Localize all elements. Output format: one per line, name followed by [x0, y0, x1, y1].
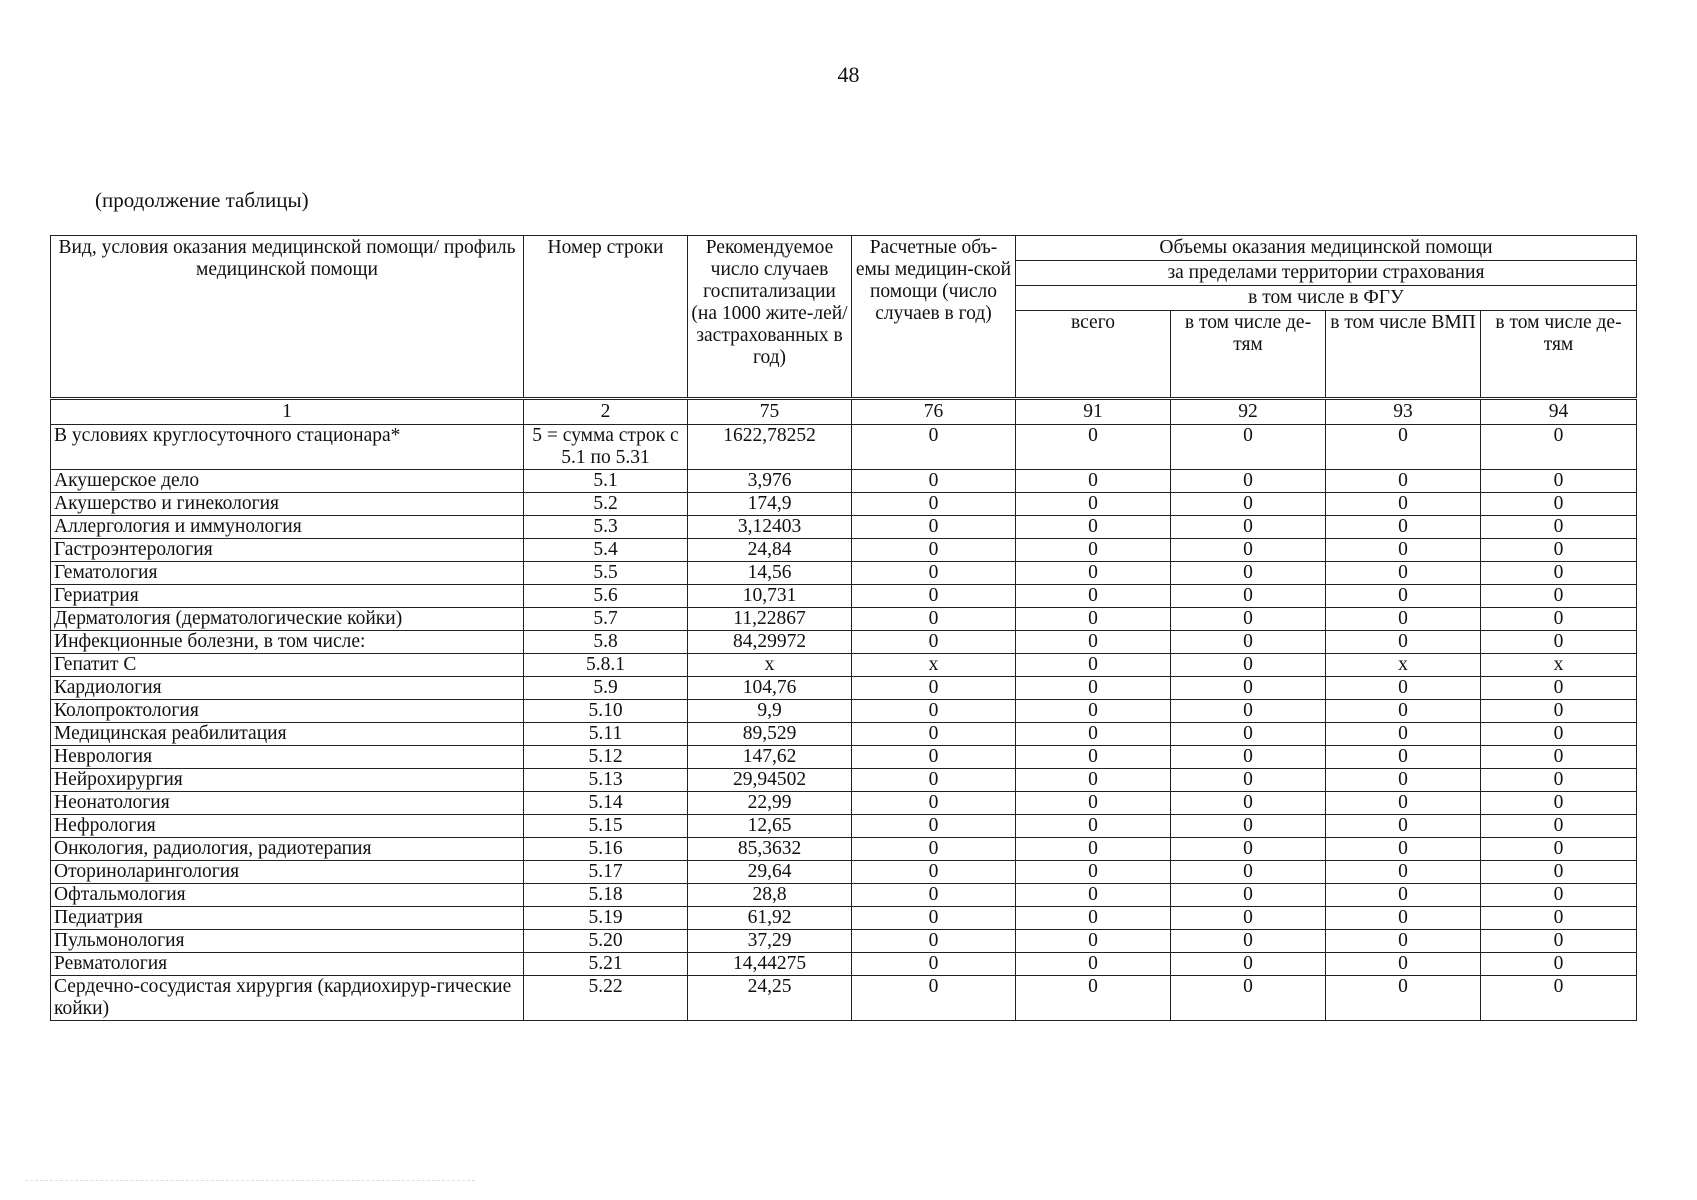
table-row [51, 677, 1637, 700]
row-value: 0 [1016, 608, 1171, 631]
row-value: 0 [1481, 930, 1637, 953]
row-value: 11,22867 [688, 608, 852, 631]
row-number: 5.7 [524, 608, 688, 631]
row-value: 0 [1481, 425, 1637, 470]
row-number: 5.15 [524, 815, 688, 838]
row-value: 0 [1016, 677, 1171, 700]
row-value: 0 [1016, 493, 1171, 516]
row-value: 0 [1171, 930, 1326, 953]
row-value: 14,56 [688, 562, 852, 585]
header-row-number: Номер строки [524, 236, 688, 399]
row-label: Дерматология (дерматологические койки) [51, 608, 524, 631]
row-value: 0 [1016, 838, 1171, 861]
row-value: 0 [1481, 746, 1637, 769]
row-label: Гастроэнтерология [51, 539, 524, 562]
row-value: 0 [852, 470, 1016, 493]
row-value: 0 [1481, 792, 1637, 815]
row-value: 0 [1326, 953, 1481, 976]
row-value: 24,84 [688, 539, 852, 562]
column-number: 2 [524, 399, 688, 425]
row-value: 0 [852, 976, 1016, 1021]
row-value: 0 [1016, 815, 1171, 838]
row-value: 0 [1171, 631, 1326, 654]
table-row [51, 769, 1637, 792]
row-value: 0 [1326, 608, 1481, 631]
row-number: 5.8 [524, 631, 688, 654]
table-row [51, 884, 1637, 907]
row-value: 0 [1016, 884, 1171, 907]
row-value: 0 [852, 792, 1016, 815]
row-value: 0 [1016, 539, 1171, 562]
row-value: 0 [1171, 425, 1326, 470]
table-row [51, 930, 1637, 953]
row-value: 0 [1481, 907, 1637, 930]
row-value: 0 [1481, 769, 1637, 792]
row-label: Аллергология и иммунология [51, 516, 524, 539]
row-value: 0 [1016, 425, 1171, 470]
row-value: 0 [1481, 815, 1637, 838]
table-row [51, 746, 1637, 769]
column-number: 93 [1326, 399, 1481, 425]
table-row [51, 792, 1637, 815]
row-number: 5.20 [524, 930, 688, 953]
row-value: 0 [852, 884, 1016, 907]
row-value: 0 [1016, 769, 1171, 792]
row-value: 0 [1326, 677, 1481, 700]
row-value: 0 [1326, 700, 1481, 723]
row-value: 0 [1171, 608, 1326, 631]
row-number: 5.5 [524, 562, 688, 585]
row-label: Инфекционные болезни, в том числе: [51, 631, 524, 654]
row-value: 0 [1016, 585, 1171, 608]
row-value: 89,529 [688, 723, 852, 746]
row-value: 0 [1326, 539, 1481, 562]
row-number: 5.17 [524, 861, 688, 884]
table-row [51, 861, 1637, 884]
row-label: Оториноларингология [51, 861, 524, 884]
row-value: 0 [1481, 470, 1637, 493]
row-value: 0 [1326, 930, 1481, 953]
row-value: 12,65 [688, 815, 852, 838]
row-label: Гематология [51, 562, 524, 585]
table-row [51, 425, 1637, 470]
row-value: 0 [1326, 769, 1481, 792]
table-row [51, 562, 1637, 585]
row-value: 61,92 [688, 907, 852, 930]
row-value: 0 [1481, 700, 1637, 723]
row-number: 5 = сумма строк с 5.1 по 5.31 [524, 425, 688, 470]
row-value: 0 [1016, 516, 1171, 539]
table-row [51, 493, 1637, 516]
header-group-3: в том числе в ФГУ [1016, 286, 1637, 311]
header-calculated: Расчетные объ-емы медицин-ской помощи (число случаев в год) [852, 236, 1016, 399]
column-number: 1 [51, 399, 524, 425]
row-value: 0 [1171, 700, 1326, 723]
row-label: Нефрология [51, 815, 524, 838]
row-number: 5.16 [524, 838, 688, 861]
column-number: 92 [1171, 399, 1326, 425]
table-row [51, 608, 1637, 631]
row-value: 0 [1326, 585, 1481, 608]
row-value: 0 [1171, 723, 1326, 746]
row-value: 0 [1326, 976, 1481, 1021]
row-value: 0 [852, 585, 1016, 608]
row-number: 5.19 [524, 907, 688, 930]
row-number: 5.18 [524, 884, 688, 907]
row-value: 0 [852, 562, 1016, 585]
header-row-1 [51, 236, 1637, 261]
header-group-2: за пределами территории страхования [1016, 261, 1637, 286]
row-value: 0 [1171, 907, 1326, 930]
table-row [51, 631, 1637, 654]
row-value: 0 [1016, 953, 1171, 976]
row-value: 0 [1481, 723, 1637, 746]
row-number: 5.9 [524, 677, 688, 700]
row-value: 84,29972 [688, 631, 852, 654]
row-number: 5.12 [524, 746, 688, 769]
row-value: х [1481, 654, 1637, 677]
table-row [51, 723, 1637, 746]
row-value: 28,8 [688, 884, 852, 907]
row-label: Онкология, радиология, радиотерапия [51, 838, 524, 861]
column-number: 76 [852, 399, 1016, 425]
row-value: 0 [1171, 677, 1326, 700]
header-type: Вид, условия оказания медицинской помощи/ профиль медицинской помощи [51, 236, 524, 399]
row-value: 0 [852, 493, 1016, 516]
row-value: 0 [1481, 516, 1637, 539]
table-row [51, 654, 1637, 677]
row-value: 0 [1326, 631, 1481, 654]
row-value: 37,29 [688, 930, 852, 953]
row-value: 104,76 [688, 677, 852, 700]
row-value: 0 [1326, 562, 1481, 585]
row-value: 0 [852, 677, 1016, 700]
scan-artifact-line [25, 1180, 475, 1182]
row-label: Неврология [51, 746, 524, 769]
row-value: 0 [1016, 861, 1171, 884]
table-row [51, 700, 1637, 723]
row-value: 0 [1171, 769, 1326, 792]
row-number: 5.6 [524, 585, 688, 608]
row-value: 0 [852, 700, 1016, 723]
row-value: 0 [1016, 654, 1171, 677]
row-value: 10,731 [688, 585, 852, 608]
row-value: 0 [1171, 539, 1326, 562]
row-number: 5.22 [524, 976, 688, 1021]
row-value: 0 [1326, 746, 1481, 769]
row-value: 0 [852, 953, 1016, 976]
row-value: 0 [1481, 976, 1637, 1021]
header-recommended: Рекомендуемое число случаев госпитализации (на 1000 жите-лей/ застрахованных в год) [688, 236, 852, 399]
table-row [51, 585, 1637, 608]
row-label: Педиатрия [51, 907, 524, 930]
row-label: Колопроктология [51, 700, 524, 723]
row-value: 0 [1481, 677, 1637, 700]
row-value: 0 [1481, 539, 1637, 562]
row-value: 9,9 [688, 700, 852, 723]
row-value: х [1326, 654, 1481, 677]
row-value: 0 [1326, 470, 1481, 493]
row-value: 0 [852, 631, 1016, 654]
row-number: 5.13 [524, 769, 688, 792]
row-value: 0 [852, 516, 1016, 539]
row-value: 0 [1016, 723, 1171, 746]
row-label: Неонатология [51, 792, 524, 815]
row-value: 0 [1171, 493, 1326, 516]
row-label: В условиях круглосуточного стационара* [51, 425, 524, 470]
row-value: 3,976 [688, 470, 852, 493]
row-value: 0 [1171, 861, 1326, 884]
row-value: 0 [1326, 884, 1481, 907]
row-value: 0 [1481, 838, 1637, 861]
row-value: 0 [1171, 838, 1326, 861]
row-value: 0 [1016, 562, 1171, 585]
row-value: 0 [1171, 815, 1326, 838]
table-row [51, 953, 1637, 976]
row-value: 0 [1171, 884, 1326, 907]
row-label: Гериатрия [51, 585, 524, 608]
row-value: 0 [1326, 861, 1481, 884]
row-value: 0 [1171, 562, 1326, 585]
row-label: Нейрохирургия [51, 769, 524, 792]
row-value: 0 [1171, 746, 1326, 769]
column-number: 75 [688, 399, 852, 425]
row-label: Сердечно-сосудистая хирургия (кардиохирур-гические койки) [51, 976, 524, 1021]
row-value: 0 [1016, 746, 1171, 769]
row-value: 0 [1326, 907, 1481, 930]
row-value: 24,25 [688, 976, 852, 1021]
table-row [51, 976, 1637, 1021]
row-label: Ревматология [51, 953, 524, 976]
row-number: 5.3 [524, 516, 688, 539]
row-value: 0 [1171, 585, 1326, 608]
header-total: всего [1016, 311, 1171, 399]
row-value: х [688, 654, 852, 677]
row-label: Акушерское дело [51, 470, 524, 493]
row-value: 0 [852, 723, 1016, 746]
header-group-1: Объемы оказания медицинской помощи [1016, 236, 1637, 261]
row-value: 0 [1171, 654, 1326, 677]
row-value: 0 [852, 930, 1016, 953]
row-value: 0 [1016, 631, 1171, 654]
row-value: 3,12403 [688, 516, 852, 539]
table-row [51, 907, 1637, 930]
row-value: 174,9 [688, 493, 852, 516]
row-value: 0 [1481, 493, 1637, 516]
row-value: 1622,78252 [688, 425, 852, 470]
row-value: 0 [1326, 425, 1481, 470]
row-label: Гепатит С [51, 654, 524, 677]
row-number: 5.21 [524, 953, 688, 976]
header-vmp: в том числе ВМП [1326, 311, 1481, 399]
row-value: 0 [1326, 723, 1481, 746]
row-value: 0 [1016, 700, 1171, 723]
page-number: 48 [837, 62, 860, 87]
row-value: 0 [1016, 792, 1171, 815]
row-value: 0 [1016, 930, 1171, 953]
row-value: 0 [1481, 585, 1637, 608]
row-value: 0 [1481, 861, 1637, 884]
row-value: 0 [852, 608, 1016, 631]
row-value: 29,94502 [688, 769, 852, 792]
row-value: х [852, 654, 1016, 677]
row-value: 0 [852, 838, 1016, 861]
row-value: 0 [852, 815, 1016, 838]
row-number: 5.2 [524, 493, 688, 516]
row-number: 5.4 [524, 539, 688, 562]
row-value: 0 [1016, 976, 1171, 1021]
row-value: 0 [1326, 792, 1481, 815]
table-row [51, 838, 1637, 861]
row-label: Медицинская реабилитация [51, 723, 524, 746]
row-value: 85,3632 [688, 838, 852, 861]
row-value: 0 [1171, 792, 1326, 815]
row-number: 5.14 [524, 792, 688, 815]
header-vmp-children: в том числе де-тям [1481, 311, 1637, 399]
row-value: 0 [852, 425, 1016, 470]
row-value: 0 [1481, 631, 1637, 654]
row-value: 29,64 [688, 861, 852, 884]
column-number: 94 [1481, 399, 1637, 425]
row-label: Пульмонология [51, 930, 524, 953]
row-value: 0 [852, 539, 1016, 562]
row-value: 147,62 [688, 746, 852, 769]
row-label: Офтальмология [51, 884, 524, 907]
row-value: 0 [1481, 562, 1637, 585]
row-value: 0 [1326, 815, 1481, 838]
row-value: 0 [1326, 516, 1481, 539]
table-row [51, 539, 1637, 562]
row-value: 0 [1171, 953, 1326, 976]
volumes-table [50, 235, 1637, 1021]
row-value: 0 [1481, 884, 1637, 907]
row-value: 0 [852, 907, 1016, 930]
row-value: 14,44275 [688, 953, 852, 976]
row-value: 0 [1326, 838, 1481, 861]
row-number: 5.8.1 [524, 654, 688, 677]
row-value: 0 [1481, 608, 1637, 631]
row-value: 0 [852, 769, 1016, 792]
header-children: в том числе де-тям [1171, 311, 1326, 399]
table-row [51, 815, 1637, 838]
row-value: 0 [1171, 516, 1326, 539]
row-number: 5.10 [524, 700, 688, 723]
row-value: 0 [1016, 907, 1171, 930]
continuation-note: (продолжение таблицы) [95, 188, 309, 212]
row-value: 0 [1171, 976, 1326, 1021]
row-value: 0 [852, 746, 1016, 769]
row-label: Кардиология [51, 677, 524, 700]
row-value: 0 [1326, 493, 1481, 516]
row-label: Акушерство и гинекология [51, 493, 524, 516]
table-row [51, 470, 1637, 493]
table-row [51, 516, 1637, 539]
row-value: 0 [1481, 953, 1637, 976]
row-number: 5.1 [524, 470, 688, 493]
row-value: 0 [1016, 470, 1171, 493]
row-value: 22,99 [688, 792, 852, 815]
row-number: 5.11 [524, 723, 688, 746]
column-number-row [51, 399, 1637, 425]
column-number: 91 [1016, 399, 1171, 425]
row-value: 0 [1171, 470, 1326, 493]
row-value: 0 [852, 861, 1016, 884]
